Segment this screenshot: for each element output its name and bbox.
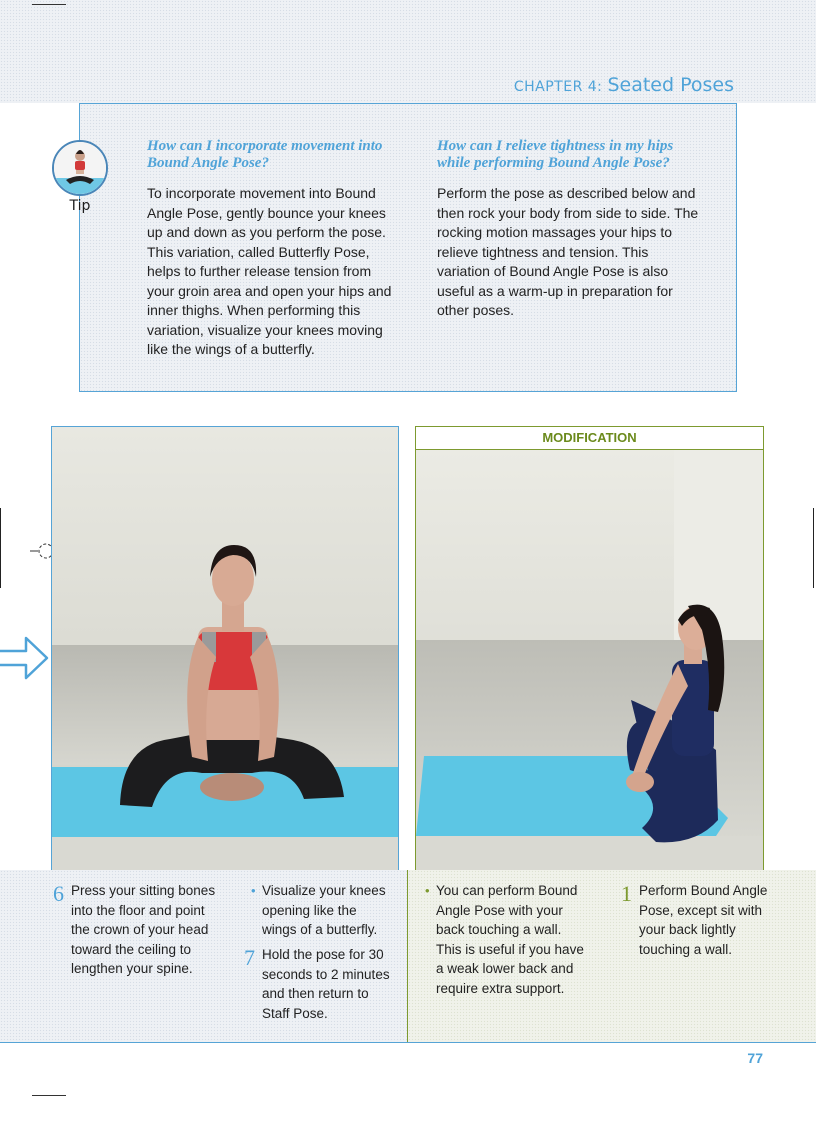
steps-section (0, 870, 407, 1042)
step-6 (53, 881, 221, 979)
chapter-header (514, 74, 734, 96)
modification-title: MODIFICATION (416, 427, 763, 450)
chapter-title: Seated Poses (607, 74, 734, 96)
step-bullet-visualize (251, 881, 394, 940)
steps-band (0, 870, 816, 1043)
crop-mark-bottom (32, 1095, 66, 1096)
tip-column-right (437, 138, 699, 321)
edge-rule-left (0, 508, 1, 588)
tip-label: Tip (69, 198, 91, 214)
step-6-number: 6 (53, 881, 64, 906)
tip-answer-right: Perform the pose as described below and then rock your body from side to side. The rocking motion massages your hips to relieve tightness and tension. This variation of Bound Angle Pose is also useful as a warm-up in preparation for other poses. (437, 185, 699, 318)
wall-supported-pose-photo (416, 450, 763, 871)
modification-bullet-text: You can perform Bound Angle Pose with your back touching a wall. This is useful if you have a weak lower back and require extra support. (436, 883, 584, 996)
bullet-icon: • (425, 883, 430, 898)
step-bullet-visualize-text: Visualize your knees opening like the wings of a butterfly. (262, 883, 386, 937)
modification-step-1-number: 1 (621, 881, 632, 906)
step-7-text: Hold the pose for 30 seconds to 2 minutes and then return to Staff Pose. (262, 947, 390, 1021)
bound-angle-pose-photo (51, 426, 399, 872)
modification-steps-section (407, 870, 816, 1042)
bullet-icon: • (251, 883, 256, 898)
chapter-label: CHAPTER 4: (513, 79, 603, 95)
tip-answer-left: To incorporate movement into Bound Angle Pose, gently bounce your knees up and down as you perform the pose. This variation, called Butterfly Pose, helps to further release tension from your groin area and open your hips and inner thighs. When performing this variation, visualize your knees moving like the wings of a butterfly. (147, 185, 392, 357)
tip-question-right: How can I relieve tightness in my hips while performing Bound Angle Pose? (437, 138, 674, 171)
modification-panel (415, 426, 764, 872)
modification-step-1 (621, 881, 779, 959)
page-number: 77 (747, 1050, 763, 1066)
step-7-number: 7 (244, 945, 255, 970)
modification-bullet (425, 881, 586, 998)
modification-step-1-text: Perform Bound Angle Pose, except sit with your back lightly touching a wall. (639, 883, 768, 957)
edge-rule-right (813, 508, 814, 588)
tip-question-left: How can I incorporate movement into Bound Angle Pose? (147, 138, 383, 171)
arrow-right-icon (0, 634, 50, 682)
step-6-text: Press your sitting bones into the floor and point the crown of your head toward the ceiling to lengthen your spine. (71, 883, 216, 976)
step-7 (244, 945, 394, 1023)
tip-column-left (147, 138, 395, 360)
crop-mark-top (32, 4, 66, 5)
tip-badge (52, 140, 108, 214)
tip-thumbnail-icon (52, 140, 108, 196)
